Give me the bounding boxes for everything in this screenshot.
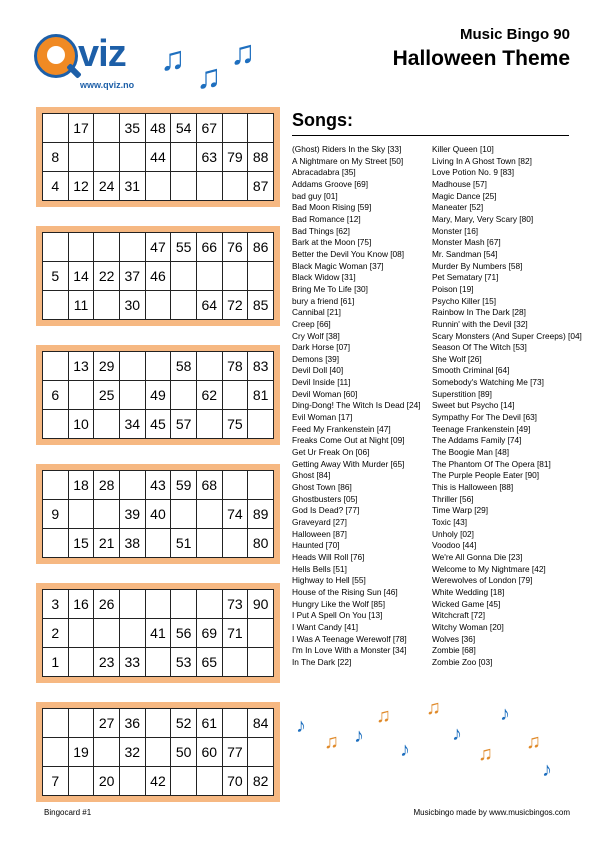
song-item: Dark Horse [07] (292, 342, 351, 353)
bingo-cell: 16 (68, 590, 94, 619)
bingo-cell (222, 471, 248, 500)
bingo-row (43, 738, 274, 767)
bingo-cell (171, 590, 197, 619)
bingo-cell: 90 (248, 590, 274, 619)
bingo-cell (43, 114, 69, 143)
bingo-cell (119, 143, 145, 172)
footer-card-number: Bingocard #1 (44, 808, 92, 817)
song-item: Heads Will Roll [76] (292, 551, 365, 562)
bingo-cell: 75 (222, 410, 248, 439)
song-item: The Phantom Of The Opera [81] (432, 458, 551, 469)
song-item: Demons [39] (292, 353, 340, 364)
bingo-cell (222, 381, 248, 410)
bingo-cell: 66 (196, 233, 222, 262)
bingo-cell (196, 352, 222, 381)
bingo-grid (42, 351, 274, 439)
song-item: Zombie [68] (432, 645, 476, 656)
bingo-cell (145, 291, 171, 320)
bingo-cell (171, 172, 197, 201)
song-item: Teenage Frankenstein [49] (432, 423, 531, 434)
song-item: God Is Dead? [77] (292, 505, 360, 516)
bingo-cards (36, 107, 280, 821)
bingo-cell: 42 (145, 767, 171, 796)
bingo-cell: 74 (222, 500, 248, 529)
song-item: Smooth Criminal [64] (432, 365, 510, 376)
bingo-row (43, 410, 274, 439)
bingo-cell: 54 (171, 114, 197, 143)
song-item: Superstition [89] (432, 388, 492, 399)
bingo-card (36, 345, 280, 445)
song-item: Sweet but Psycho [14] (432, 400, 515, 411)
song-item: I'm In Love With a Monster [34] (292, 645, 407, 656)
song-item: In The Dark [22] (292, 656, 352, 667)
bingo-cell: 56 (171, 619, 197, 648)
bingo-cell: 47 (145, 233, 171, 262)
bingo-cell (171, 291, 197, 320)
bingo-cell: 89 (248, 500, 274, 529)
bingo-cell (43, 291, 69, 320)
bingo-cell (68, 767, 94, 796)
bingo-cell: 57 (171, 410, 197, 439)
song-item: Bad Moon Rising [59] (292, 202, 372, 213)
bingo-cell (222, 114, 248, 143)
bingo-cell: 69 (196, 619, 222, 648)
bingo-cell: 43 (145, 471, 171, 500)
bingo-cell: 26 (94, 590, 120, 619)
song-item: Welcome to My Nightmare [42] (432, 563, 546, 574)
bingo-cell: 35 (119, 114, 145, 143)
bingo-row (43, 262, 274, 291)
song-item: Better the Devil You Know [08] (292, 248, 405, 259)
bingo-cell (68, 619, 94, 648)
bingo-cell: 85 (248, 291, 274, 320)
song-item: Thriller [56] (432, 493, 474, 504)
title-line-1: Music Bingo 90 (459, 26, 570, 43)
bingo-cell (119, 352, 145, 381)
bingo-grid (42, 113, 274, 201)
bingo-cell: 18 (68, 471, 94, 500)
song-item: Pet Sematary [71] (432, 272, 499, 283)
bingo-cell (94, 500, 120, 529)
bingo-cell: 33 (119, 648, 145, 677)
bingo-row (43, 114, 274, 143)
song-item: Devil Inside [11] (292, 377, 351, 388)
bingo-cell: 48 (145, 114, 171, 143)
bingo-cell: 32 (119, 738, 145, 767)
bingo-cell (119, 233, 145, 262)
song-item: Love Potion No. 9 [83] (432, 167, 515, 178)
bingo-cell (68, 143, 94, 172)
song-item: Somebody's Watching Me [73] (432, 377, 544, 388)
song-item: She Wolf [26] (432, 353, 482, 364)
bingo-cell (248, 471, 274, 500)
song-item: Halloween [87] (292, 528, 347, 539)
bingo-cell: 65 (196, 648, 222, 677)
song-item: We're All Gonna Die [23] (432, 551, 523, 562)
song-item: Highway to Hell [55] (292, 575, 366, 586)
bingo-cell: 61 (196, 709, 222, 738)
song-item: Ghost [84] (292, 470, 331, 481)
bingo-cell: 14 (68, 262, 94, 291)
bingo-cell (248, 114, 274, 143)
songs-column-1 (292, 144, 421, 669)
bingo-row (43, 709, 274, 738)
qviz-logo (34, 30, 144, 100)
bingo-cell: 88 (248, 143, 274, 172)
song-item: Ghostbusters [05] (292, 493, 358, 504)
bingo-row (43, 500, 274, 529)
bingo-grid (42, 589, 274, 677)
bingo-row (43, 767, 274, 796)
bingo-cell: 45 (145, 410, 171, 439)
song-item: I Put A Spell On You [13] (292, 610, 383, 621)
bingo-cell (196, 529, 222, 558)
bingo-cell: 39 (119, 500, 145, 529)
title-line-2: Halloween Theme (392, 47, 570, 70)
song-item: Time Warp [29] (432, 505, 489, 516)
bingo-row (43, 648, 274, 677)
bingo-cell: 87 (248, 172, 274, 201)
bingo-row (43, 619, 274, 648)
bingo-cell (196, 410, 222, 439)
song-item: Haunted [70] (292, 540, 340, 551)
song-item: The Addams Family [74] (432, 435, 522, 446)
bingo-cell: 53 (171, 648, 197, 677)
song-item: bad guy [01] (292, 190, 338, 201)
bingo-card (36, 226, 280, 326)
song-item: Addams Groove [69] (292, 178, 369, 189)
song-item: Monster Mash [67] (432, 237, 501, 248)
bingo-cell (145, 648, 171, 677)
bingo-cell: 34 (119, 410, 145, 439)
bingo-cell (94, 114, 120, 143)
song-item: I Want Candy [41] (292, 621, 359, 632)
song-item: Killer Queen [10] (432, 144, 494, 154)
bingo-cell: 9 (43, 500, 69, 529)
bingo-cell: 68 (196, 471, 222, 500)
bingo-cell: 60 (196, 738, 222, 767)
song-item: Maneater [52] (432, 202, 484, 213)
bingo-cell: 78 (222, 352, 248, 381)
song-item: White Wedding [18] (432, 586, 505, 597)
bingo-row (43, 352, 274, 381)
song-item: Ding-Dong! The Witch Is Dead [24] (292, 400, 421, 411)
song-item: Witchy Woman [20] (432, 621, 504, 632)
bingo-cell: 58 (171, 352, 197, 381)
bingo-cell (43, 233, 69, 262)
song-item: Black Widow [31] (292, 272, 356, 283)
bingo-card (36, 702, 280, 802)
bingo-cell: 31 (119, 172, 145, 201)
song-item: Wicked Game [45] (432, 598, 501, 609)
song-item: Cry Wolf [38] (292, 330, 340, 341)
bingo-row (43, 172, 274, 201)
bingo-cell: 22 (94, 262, 120, 291)
song-item: Witchcraft [72] (432, 610, 486, 621)
bingo-cell: 70 (222, 767, 248, 796)
bingo-cell (222, 709, 248, 738)
bingo-cell: 12 (68, 172, 94, 201)
songs-column-2 (432, 144, 582, 669)
bingo-cell: 83 (248, 352, 274, 381)
bingo-cell: 72 (222, 291, 248, 320)
bingo-cell: 63 (196, 143, 222, 172)
bingo-cell (43, 529, 69, 558)
bingo-cell (196, 172, 222, 201)
song-item: House of the Rising Sun [46] (292, 586, 398, 597)
bingo-card (36, 107, 280, 207)
song-item: Feed My Frankenstein [47] (292, 423, 391, 434)
bingo-cell (248, 738, 274, 767)
bingo-cell: 6 (43, 381, 69, 410)
song-item: Creep [66] (292, 318, 331, 329)
song-item: Psycho Killer [15] (432, 295, 497, 306)
bingo-cell: 44 (145, 143, 171, 172)
song-item: I Was A Teenage Werewolf [78] (292, 633, 407, 644)
bingo-cell: 4 (43, 172, 69, 201)
bingo-cell (94, 143, 120, 172)
bingo-card (36, 464, 280, 564)
bingo-cell: 59 (171, 471, 197, 500)
bingo-grid (42, 708, 274, 796)
song-item: A Nightmare on My Street [50] (292, 155, 404, 166)
bingo-cell: 38 (119, 529, 145, 558)
bingo-cell (145, 709, 171, 738)
song-item: Devil Doll [40] (292, 365, 344, 376)
bingo-cell: 8 (43, 143, 69, 172)
song-item: Murder By Numbers [58] (432, 260, 523, 271)
bingo-cell: 79 (222, 143, 248, 172)
bingo-cell: 21 (94, 529, 120, 558)
bingo-cell (171, 143, 197, 172)
bingo-cell: 67 (196, 114, 222, 143)
song-item: Ghost Town [86] (292, 482, 352, 493)
bingo-cell (68, 648, 94, 677)
song-item: Wolves [36] (432, 633, 476, 644)
bingo-cell (43, 352, 69, 381)
bingo-cell: 40 (145, 500, 171, 529)
song-item: Black Magic Woman [37] (292, 260, 384, 271)
bingo-cell (145, 172, 171, 201)
bingo-cell (145, 352, 171, 381)
song-item: Madhouse [57] (432, 178, 487, 189)
song-item: Freaks Come Out at Night [09] (292, 435, 405, 446)
song-item: Voodoo [44] (432, 540, 477, 551)
bingo-cell (94, 619, 120, 648)
bingo-cell (222, 648, 248, 677)
bingo-cell: 37 (119, 262, 145, 291)
bingo-cell: 52 (171, 709, 197, 738)
bingo-cell: 5 (43, 262, 69, 291)
bingo-row (43, 471, 274, 500)
songs-divider (292, 135, 569, 136)
bingo-cell: 86 (248, 233, 274, 262)
song-item: Evil Woman [17] (292, 412, 353, 423)
bingo-cell: 29 (94, 352, 120, 381)
bingo-row (43, 233, 274, 262)
song-item: Scary Monsters (And Super Creeps) [04] (432, 330, 582, 341)
bingo-cell: 80 (248, 529, 274, 558)
bingo-row (43, 590, 274, 619)
bingo-cell: 13 (68, 352, 94, 381)
bingo-cell (145, 529, 171, 558)
song-item: Graveyard [27] (292, 517, 347, 527)
bingo-cell: 24 (94, 172, 120, 201)
song-item: Sympathy For The Devil [63] (432, 412, 537, 423)
logo-url: www.qviz.no (80, 80, 135, 90)
logo-text: viz (78, 33, 126, 75)
bingo-cell (119, 767, 145, 796)
song-item: Hells Bells [51] (292, 563, 347, 574)
bingo-cell (43, 709, 69, 738)
bingo-cell: 30 (119, 291, 145, 320)
bingo-cell (119, 619, 145, 648)
bingo-cell (222, 529, 248, 558)
bingo-cell (68, 709, 94, 738)
bingo-cell: 55 (171, 233, 197, 262)
bingo-cell (196, 500, 222, 529)
song-item: Toxic [43] (432, 517, 468, 527)
bingo-cell: 82 (248, 767, 274, 796)
bingo-cell: 62 (196, 381, 222, 410)
song-item: Bark at the Moon [75] (292, 237, 372, 248)
bingo-grid (42, 232, 274, 320)
song-item: Rainbow In The Dark [28] (432, 307, 526, 318)
bingo-cell (248, 619, 274, 648)
song-item: Hungry Like the Wolf [85] (292, 598, 386, 609)
bingo-cell: 11 (68, 291, 94, 320)
song-item: Monster [16] (432, 225, 479, 236)
bingo-cell (171, 767, 197, 796)
music-notes-icon: ♫ ♫ ♫ (160, 34, 256, 96)
bingo-cell (222, 172, 248, 201)
bingo-cell (94, 738, 120, 767)
bingo-cell: 73 (222, 590, 248, 619)
bingo-row (43, 291, 274, 320)
bingo-cell: 19 (68, 738, 94, 767)
bingo-cell: 77 (222, 738, 248, 767)
bingo-row (43, 143, 274, 172)
bingo-cell: 25 (94, 381, 120, 410)
bingo-cell (43, 471, 69, 500)
footer-credit: Musicbingo made by www.musicbingos.com (413, 808, 570, 817)
song-item: Devil Woman [60] (292, 388, 358, 399)
bingo-cell: 36 (119, 709, 145, 738)
bingo-cell (68, 233, 94, 262)
bingo-cell (145, 590, 171, 619)
bingo-cell (171, 381, 197, 410)
bingo-cell: 28 (94, 471, 120, 500)
bingo-card (36, 583, 280, 683)
bingo-cell: 23 (94, 648, 120, 677)
bingo-cell: 76 (222, 233, 248, 262)
bingo-cell: 41 (145, 619, 171, 648)
song-item: Get Ur Freak On [06] (292, 447, 370, 458)
bingo-cell: 46 (145, 262, 171, 291)
song-item: The Boogie Man [48] (432, 447, 510, 458)
bingo-cell (94, 233, 120, 262)
bingo-cell: 17 (68, 114, 94, 143)
song-item: Poison [19] (432, 283, 474, 294)
bingo-cell: 81 (248, 381, 274, 410)
song-item: Season Of The Witch [53] (432, 342, 527, 353)
title-block (393, 26, 570, 71)
song-item: The Purple People Eater [90] (432, 470, 540, 481)
bingo-cell: 20 (94, 767, 120, 796)
bingo-cell (222, 262, 248, 291)
dancing-figures-icon: ♪ ♫ ♪ ♫ ♪ ♫ ♪ ♫ ♪ ♫ ♪ (296, 697, 552, 781)
song-item: Living In A Ghost Town [82] (432, 155, 532, 166)
bingo-cell: 1 (43, 648, 69, 677)
bingo-cell: 49 (145, 381, 171, 410)
bingo-cell: 50 (171, 738, 197, 767)
bingo-cell (119, 381, 145, 410)
songs-heading: Songs: (292, 110, 353, 130)
song-item: Bad Things [62] (292, 225, 350, 236)
bingo-cell: 3 (43, 590, 69, 619)
bingo-row (43, 381, 274, 410)
song-item: Unholy [02] (432, 528, 474, 539)
bingo-cell (196, 262, 222, 291)
song-item: Bring Me To Life [30] (292, 283, 368, 294)
song-item: Mary, Mary, Very Scary [80] (432, 213, 534, 224)
song-item: (Ghost) Riders In the Sky [33] (292, 144, 402, 154)
bingo-cell (68, 381, 94, 410)
song-item: This is Halloween [88] (432, 482, 514, 493)
bingo-cell (68, 500, 94, 529)
song-item: Cannibal [21] (292, 307, 341, 318)
bingo-cell (43, 738, 69, 767)
bingo-cell (119, 590, 145, 619)
song-item: Runnin' with the Devil [32] (432, 318, 528, 329)
bingo-cell: 84 (248, 709, 274, 738)
song-item: bury a friend [61] (292, 295, 355, 306)
bingo-cell (196, 590, 222, 619)
bingo-cell: 2 (43, 619, 69, 648)
song-item: Abracadabra [35] (292, 167, 356, 178)
bingo-cell: 15 (68, 529, 94, 558)
bingo-cell (43, 410, 69, 439)
bingo-cell: 27 (94, 709, 120, 738)
song-item: Werewolves of London [79] (432, 575, 533, 586)
song-item: Bad Romance [12] (292, 213, 361, 224)
bingo-cell (248, 648, 274, 677)
bingo-cell (248, 262, 274, 291)
bingo-cell (94, 410, 120, 439)
bingo-row (43, 529, 274, 558)
bingo-cell: 64 (196, 291, 222, 320)
bingo-cell: 71 (222, 619, 248, 648)
song-item: Zombie Zoo [03] (432, 656, 493, 667)
song-item: Getting Away With Murder [65] (292, 458, 405, 469)
song-item: Mr. Sandman [54] (432, 248, 498, 259)
bingo-cell (145, 738, 171, 767)
bingo-cell (171, 500, 197, 529)
bingo-cell: 51 (171, 529, 197, 558)
bingo-cell (94, 291, 120, 320)
bingo-cell (119, 471, 145, 500)
bingo-cell: 7 (43, 767, 69, 796)
bingo-cell (248, 410, 274, 439)
bingo-cell: 10 (68, 410, 94, 439)
bingo-grid (42, 470, 274, 558)
song-item: Magic Dance [25] (432, 190, 497, 201)
bingo-cell (171, 262, 197, 291)
bingo-cell (196, 767, 222, 796)
